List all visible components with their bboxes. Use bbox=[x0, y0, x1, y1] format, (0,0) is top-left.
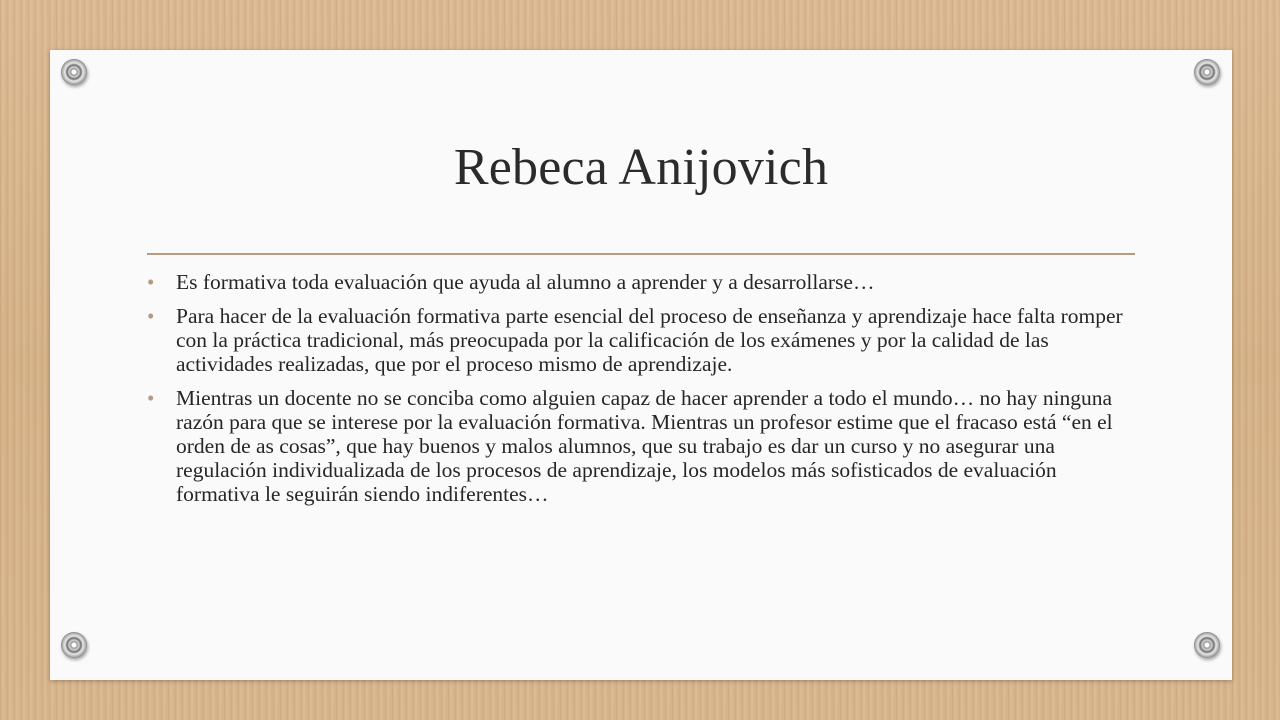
slide-title: Rebeca Anijovich bbox=[453, 139, 829, 196]
bullet-text: Para hacer de la evaluación formativa parte esencial del proceso de enseñanza y aprendizaje hace falta romper con la práctica tradicional, más preocupada por la calificación de los exámenes y por la calidad de las actividades realizadas, que por el proceso mismo de aprendizaje. bbox=[176, 304, 1123, 376]
bullet-text: Mientras un docente no se conciba como alguien capaz de hacer aprender a todo el mundo… no hay ninguna razón para que se interese por la evaluación formativa. Mientras un profesor estime que el fracaso está “en el orden de as cosas”, que hay buenos y malos alumnos, que su trabajo es dar un curso y no asegurar una regulación individualizada de los procesos de aprendizaje, los modelos más sofisticados de evaluación formativa le seguirán siendo indiferentes… bbox=[176, 386, 1113, 506]
bullet-dot-icon: • bbox=[147, 270, 155, 294]
bullet-list bbox=[147, 270, 1137, 516]
bullet-item bbox=[147, 386, 1137, 506]
pin-icon bbox=[1194, 59, 1220, 85]
bullet-item bbox=[147, 304, 1137, 376]
bullet-dot-icon: • bbox=[147, 304, 155, 328]
title-divider bbox=[147, 253, 1135, 255]
pin-icon bbox=[1194, 632, 1220, 658]
slide-card bbox=[50, 50, 1232, 680]
bullet-text: Es formativa toda evaluación que ayuda al alumno a aprender y a desarrollarse… bbox=[176, 270, 875, 294]
pin-icon bbox=[61, 59, 87, 85]
bullet-item bbox=[147, 270, 1137, 294]
pin-icon bbox=[61, 632, 87, 658]
bullet-dot-icon: • bbox=[147, 386, 155, 410]
